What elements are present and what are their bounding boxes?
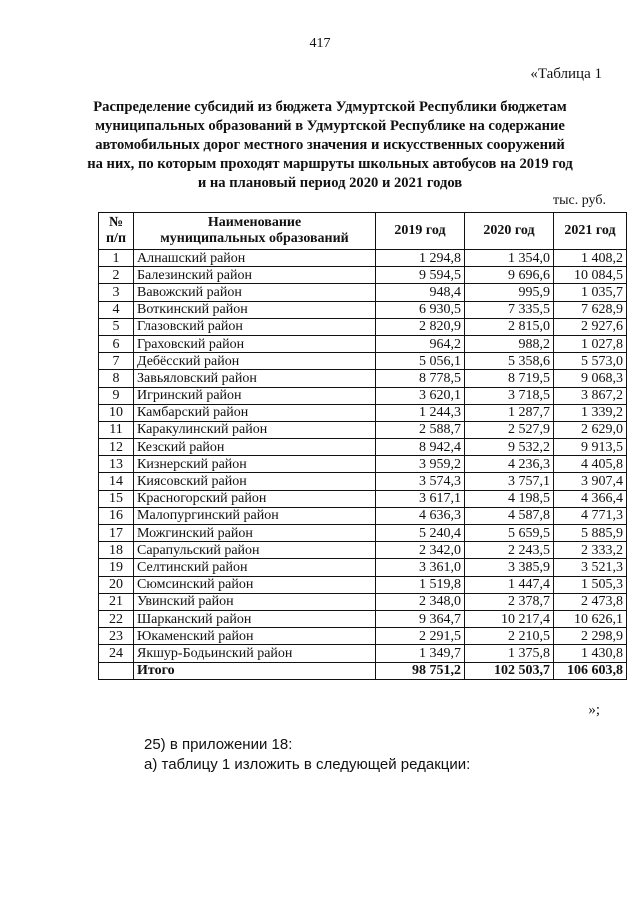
- cell-2021: 9 068,3: [554, 370, 627, 387]
- cell-2020: 4 198,5: [465, 490, 554, 507]
- cell-2020: 3 757,1: [465, 473, 554, 490]
- cell-district-name: Увинский район: [134, 593, 376, 610]
- table-row: [99, 370, 627, 387]
- cell-district-name: Можгинский район: [134, 525, 376, 542]
- header-number: [99, 213, 134, 250]
- table-row: [99, 404, 627, 421]
- cell-2020: 3 718,5: [465, 387, 554, 404]
- cell-2020: 1 287,7: [465, 404, 554, 421]
- table-row: [99, 318, 627, 335]
- cell-district-name: Якшур-Бодьинский район: [134, 645, 376, 662]
- cell-2019: 5 056,1: [376, 353, 465, 370]
- table-row: [99, 301, 627, 318]
- cell-2019: 8 942,4: [376, 439, 465, 456]
- cell-district-name: Дебёсский район: [134, 353, 376, 370]
- cell-2019: 2 348,0: [376, 593, 465, 610]
- cell-2020: 10 217,4: [465, 610, 554, 627]
- cell-2019: 964,2: [376, 335, 465, 352]
- cell-2021: 1 408,2: [554, 250, 627, 267]
- title-line: автомобильных дорог местного значения и искусственных сооружений: [95, 137, 565, 153]
- cell-2019: 9 364,7: [376, 610, 465, 627]
- table-row: [99, 645, 627, 662]
- cell-2021: 2 298,9: [554, 628, 627, 645]
- cell-number: 6: [99, 335, 134, 352]
- cell-district-name: Сюмсинский район: [134, 576, 376, 593]
- table-row: [99, 456, 627, 473]
- cell-number: 9: [99, 387, 134, 404]
- cell-2019: 8 778,5: [376, 370, 465, 387]
- header-2021: 2021 год: [554, 213, 627, 250]
- header-name: [134, 213, 376, 250]
- cell-2020: 2 815,0: [465, 318, 554, 335]
- cell-2020: 9 696,6: [465, 267, 554, 284]
- cell-2020: 2 243,5: [465, 542, 554, 559]
- units-label: тыс. руб.: [553, 193, 606, 208]
- cell-2021: 2 927,6: [554, 318, 627, 335]
- cell-2020: 995,9: [465, 284, 554, 301]
- cell-number: 11: [99, 421, 134, 438]
- cell-district-name: Завьяловский район: [134, 370, 376, 387]
- header-2019: 2019 год: [376, 213, 465, 250]
- cell-2020: 1 447,4: [465, 576, 554, 593]
- table-row: [99, 525, 627, 542]
- cell-district-name: Красногорский район: [134, 490, 376, 507]
- table-row: [99, 576, 627, 593]
- cell-2020: 1 375,8: [465, 645, 554, 662]
- cell-2019: 3 617,1: [376, 490, 465, 507]
- title-line: на них, по которым проходят маршруты школьных автобусов на 2019 год: [87, 156, 573, 172]
- table-row: [99, 353, 627, 370]
- cell-2019: 1 244,3: [376, 404, 465, 421]
- cell-2021: 2 473,8: [554, 593, 627, 610]
- cell-district-name: Балезинский район: [134, 267, 376, 284]
- cell-2020: 1 354,0: [465, 250, 554, 267]
- table-total-row: [99, 662, 627, 679]
- cell-number: 21: [99, 593, 134, 610]
- cell-2021: 1 505,3: [554, 576, 627, 593]
- cell-number: 2: [99, 267, 134, 284]
- closing-quote: »;: [588, 702, 600, 718]
- cell-number: 5: [99, 318, 134, 335]
- cell-2019: 3 361,0: [376, 559, 465, 576]
- cell-2021: 3 907,4: [554, 473, 627, 490]
- cell-2020: 8 719,5: [465, 370, 554, 387]
- page-number: 417: [309, 36, 331, 51]
- cell-2019: 3 959,2: [376, 456, 465, 473]
- cell-2021: 4 405,8: [554, 456, 627, 473]
- paragraph: 25) в приложении 18:: [144, 736, 293, 753]
- table-row: [99, 284, 627, 301]
- cell-2019: 3 574,3: [376, 473, 465, 490]
- cell-number: 3: [99, 284, 134, 301]
- table-row: [99, 387, 627, 404]
- cell-number: 18: [99, 542, 134, 559]
- cell-number: 24: [99, 645, 134, 662]
- cell-number: 16: [99, 507, 134, 524]
- cell-district-name: Киясовский район: [134, 473, 376, 490]
- cell-district-name: Шарканский район: [134, 610, 376, 627]
- cell-2019: 3 620,1: [376, 387, 465, 404]
- cell-district-name: Юкаменский район: [134, 628, 376, 645]
- table-row: [99, 628, 627, 645]
- cell-2020: 5 358,6: [465, 353, 554, 370]
- cell-2021: 4 771,3: [554, 507, 627, 524]
- total-label: Итого: [134, 662, 376, 679]
- table-row: [99, 610, 627, 627]
- title-line: Распределение субсидий из бюджета Удмуртской Республики бюджетам: [93, 99, 567, 115]
- cell-2019: 1 294,8: [376, 250, 465, 267]
- cell-number: 17: [99, 525, 134, 542]
- cell-2019: 1 519,8: [376, 576, 465, 593]
- cell-2020: 9 532,2: [465, 439, 554, 456]
- cell-number: 20: [99, 576, 134, 593]
- cell-2019: 2 342,0: [376, 542, 465, 559]
- subsidy-table: [98, 212, 627, 680]
- cell-2021: 3 867,2: [554, 387, 627, 404]
- cell-number: 22: [99, 610, 134, 627]
- cell-number: 7: [99, 353, 134, 370]
- title-line: муниципальных образований в Удмуртской Республике на содержание: [95, 118, 565, 134]
- cell-2021: 1 027,8: [554, 335, 627, 352]
- cell-district-name: Игринский район: [134, 387, 376, 404]
- cell-2021: 1 339,2: [554, 404, 627, 421]
- cell-2020: 2 210,5: [465, 628, 554, 645]
- cell-number: 12: [99, 439, 134, 456]
- table-row: [99, 593, 627, 610]
- paragraph: а) таблицу 1 изложить в следующей редакции:: [144, 756, 471, 773]
- cell-number: 15: [99, 490, 134, 507]
- cell-2020: 2 527,9: [465, 421, 554, 438]
- cell-2019: 2 291,5: [376, 628, 465, 645]
- total-2021: 106 603,8: [554, 662, 627, 679]
- cell-2021: 5 885,9: [554, 525, 627, 542]
- cell-2019: 2 820,9: [376, 318, 465, 335]
- cell-2019: 5 240,4: [376, 525, 465, 542]
- cell-district-name: Селтинский район: [134, 559, 376, 576]
- cell-2021: 9 913,5: [554, 439, 627, 456]
- cell-2019: 1 349,7: [376, 645, 465, 662]
- cell-district-name: Камбарский район: [134, 404, 376, 421]
- cell-2020: 4 587,8: [465, 507, 554, 524]
- cell-number: 19: [99, 559, 134, 576]
- cell-2020: 2 378,7: [465, 593, 554, 610]
- table-body: [99, 250, 627, 680]
- cell-district-name: Кезский район: [134, 439, 376, 456]
- cell-district-name: Алнашский район: [134, 250, 376, 267]
- cell-2019: 948,4: [376, 284, 465, 301]
- cell-2019: 4 636,3: [376, 507, 465, 524]
- cell-number: 8: [99, 370, 134, 387]
- table-row: [99, 335, 627, 352]
- cell-number: 14: [99, 473, 134, 490]
- cell-number: 10: [99, 404, 134, 421]
- header-number-line1: №: [108, 215, 124, 230]
- title-line: и на плановый период 2020 и 2021 годов: [197, 175, 463, 191]
- cell-2020: 3 385,9: [465, 559, 554, 576]
- table-row: [99, 490, 627, 507]
- table-row: [99, 542, 627, 559]
- cell-district-name: Глазовский район: [134, 318, 376, 335]
- cell-2020: 7 335,5: [465, 301, 554, 318]
- cell-2020: 4 236,3: [465, 456, 554, 473]
- table-reference: «Таблица 1: [530, 66, 602, 82]
- table-row: [99, 473, 627, 490]
- table-header-row: [99, 213, 627, 250]
- cell-number: 13: [99, 456, 134, 473]
- cell-2021: 2 333,2: [554, 542, 627, 559]
- cell-2021: 7 628,9: [554, 301, 627, 318]
- cell-2019: 9 594,5: [376, 267, 465, 284]
- cell-district-name: Вавожский район: [134, 284, 376, 301]
- table-row: [99, 439, 627, 456]
- cell-2021: 2 629,0: [554, 421, 627, 438]
- cell-2021: 1 430,8: [554, 645, 627, 662]
- header-number-line2: п/п: [105, 231, 127, 246]
- header-name-line1: Наименование: [207, 215, 302, 230]
- cell-district-name: Воткинский район: [134, 301, 376, 318]
- cell-2021: 5 573,0: [554, 353, 627, 370]
- header-name-line2: муниципальных образований: [160, 231, 349, 246]
- cell-2019: 2 588,7: [376, 421, 465, 438]
- cell-district-name: Сарапульский район: [134, 542, 376, 559]
- cell-number: 23: [99, 628, 134, 645]
- cell-2019: 6 930,5: [376, 301, 465, 318]
- cell-number: 4: [99, 301, 134, 318]
- table-title: [70, 98, 590, 193]
- total-2019: 98 751,2: [376, 662, 465, 679]
- table-row: [99, 250, 627, 267]
- cell-number: [99, 662, 134, 679]
- cell-number: 1: [99, 250, 134, 267]
- cell-2021: 1 035,7: [554, 284, 627, 301]
- cell-2021: 4 366,4: [554, 490, 627, 507]
- table-row: [99, 267, 627, 284]
- total-2020: 102 503,7: [465, 662, 554, 679]
- cell-district-name: Граховский район: [134, 335, 376, 352]
- cell-2021: 10 626,1: [554, 610, 627, 627]
- cell-2021: 10 084,5: [554, 267, 627, 284]
- cell-2020: 5 659,5: [465, 525, 554, 542]
- cell-district-name: Каракулинский район: [134, 421, 376, 438]
- cell-2020: 988,2: [465, 335, 554, 352]
- cell-2021: 3 521,3: [554, 559, 627, 576]
- cell-district-name: Малопургинский район: [134, 507, 376, 524]
- table-row: [99, 507, 627, 524]
- header-2020: 2020 год: [465, 213, 554, 250]
- table-row: [99, 421, 627, 438]
- table-row: [99, 559, 627, 576]
- cell-district-name: Кизнерский район: [134, 456, 376, 473]
